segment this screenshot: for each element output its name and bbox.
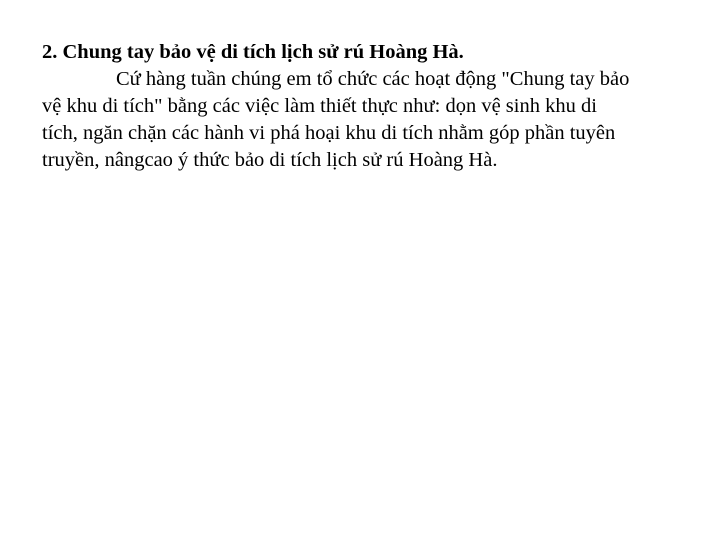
paragraph-line: tích, ngăn chặn các hành vi phá hoại khu di tích nhằm góp phần tuyên (42, 122, 616, 144)
section-heading: 2. Chung tay bảo vệ di tích lịch sử rú Hoàng Hà. (42, 41, 464, 63)
text-block (42, 39, 682, 174)
body-paragraph (42, 66, 682, 174)
paragraph-line: truyền, nângcao ý thức bảo di tích lịch sử rú Hoàng Hà. (42, 149, 498, 171)
paragraph-line: vệ khu di tích" bằng các việc làm thiết thực như: dọn vệ sinh khu di (42, 95, 597, 117)
paragraph-line: Cứ hàng tuần chúng em tổ chức các hoạt động "Chung tay bảo (116, 68, 630, 90)
